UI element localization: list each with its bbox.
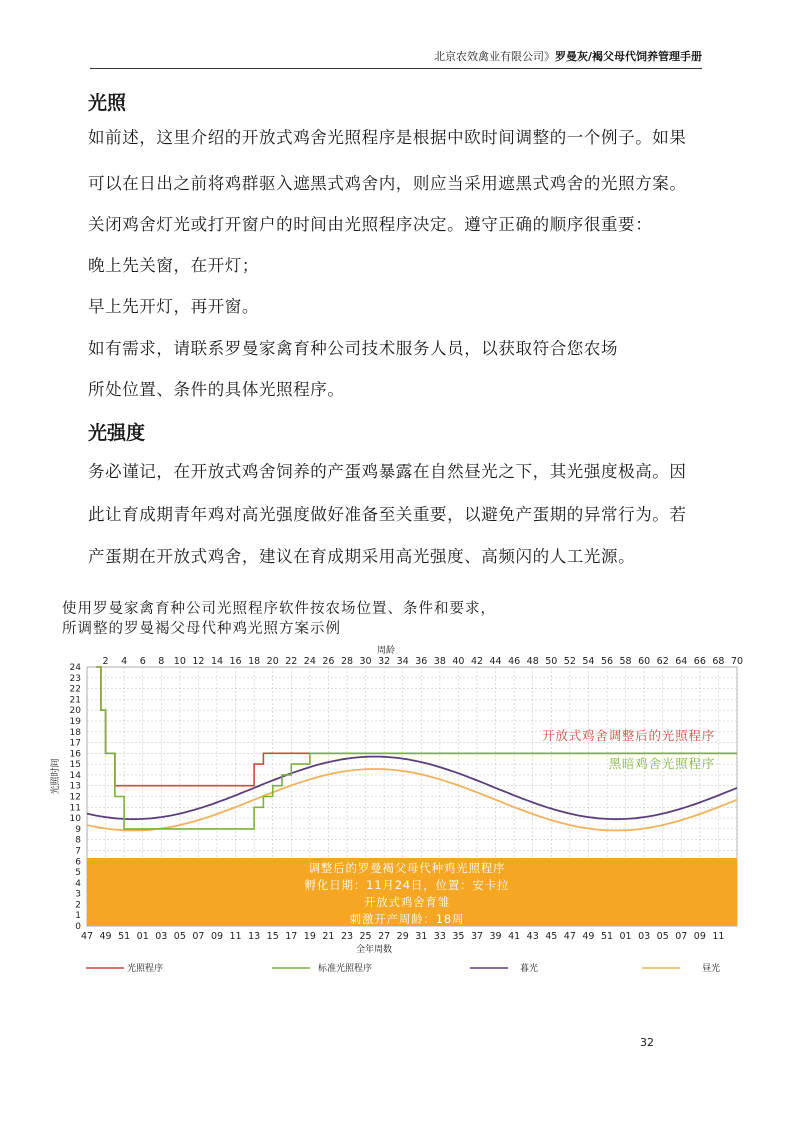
top-tick-label: 22 (285, 656, 298, 667)
bottom-tick-label: 43 (526, 931, 539, 942)
top-axis-label: 周龄 (376, 646, 396, 656)
bottom-tick-label: 03 (638, 931, 651, 942)
paragraph-line: 早上先开灯，再开窗。 (88, 297, 259, 316)
y-tick-label: 12 (69, 792, 81, 803)
y-tick-label: 23 (69, 673, 81, 684)
y-tick-label: 9 (75, 824, 81, 835)
bottom-tick-label: 47 (563, 931, 576, 942)
y-tick-label: 20 (69, 706, 81, 717)
bottom-tick-label: 17 (285, 931, 298, 942)
top-tick-label: 8 (158, 656, 165, 667)
bottom-tick-label: 11 (229, 931, 242, 942)
figure-title-line2: 所调整的罗曼褐父母代种鸡光照方案示例 (62, 621, 341, 637)
bottom-tick-label: 21 (322, 931, 335, 942)
top-tick-label: 28 (340, 656, 354, 667)
top-tick-label: 18 (248, 656, 261, 667)
bottom-tick-label: 27 (378, 931, 391, 942)
y-tick-label: 4 (75, 878, 81, 889)
paragraph-line: 所处位置、条件的具体光照程序。 (88, 380, 345, 399)
annotation-open-house: 开放式鸡舍调整后的光照程序 (542, 728, 715, 744)
figure-title-line1: 使用罗曼家禽育种公司光照程序软件按农场位置、条件和要求， (62, 601, 496, 617)
top-tick-label: 58 (619, 656, 632, 667)
top-tick-label: 54 (582, 656, 595, 667)
bottom-tick-label: 25 (359, 931, 372, 942)
top-tick-label: 48 (526, 656, 539, 667)
header-manual-title: 罗曼灰/褐父母代饲养管理手册 (554, 50, 702, 63)
y-tick-label: 1 (75, 911, 81, 922)
bottom-tick-label: 49 (582, 931, 595, 942)
top-tick-label: 60 (638, 656, 651, 667)
y-tick-label: 21 (69, 695, 81, 706)
top-tick-label: 52 (563, 656, 576, 667)
section-heading-lighting: 光照 (88, 92, 127, 114)
y-tick-label: 18 (69, 727, 81, 738)
y-tick-label: 0 (75, 922, 81, 932)
bottom-tick-label: 49 (99, 931, 112, 942)
top-tick-label: 66 (693, 656, 706, 667)
bottom-tick-label: 35 (452, 931, 465, 942)
y-tick-label: 16 (69, 749, 81, 760)
top-tick-label: 70 (730, 656, 744, 667)
top-tick-label: 68 (712, 656, 725, 667)
top-tick-label: 30 (359, 656, 372, 667)
y-tick-label: 2 (75, 900, 81, 911)
bottom-tick-label: 19 (303, 931, 316, 942)
bottom-tick-label: 51 (118, 931, 131, 942)
bottom-tick-label: 33 (433, 931, 446, 942)
legend-label: 光照程序 (127, 964, 164, 974)
top-tick-label: 46 (508, 656, 521, 667)
paragraph-line: 如有需求，请联系罗曼家禽育种公司技术服务人员，以获取符合您农场 (88, 339, 619, 358)
bottom-tick-label: 37 (470, 931, 484, 942)
chart-legend (86, 962, 720, 974)
y-tick-label: 6 (75, 857, 81, 868)
top-tick-label: 24 (303, 656, 316, 667)
bottom-tick-label: 15 (266, 931, 279, 942)
bottom-axis-label: 全年周数 (355, 945, 393, 955)
page-number: 32 (640, 1036, 654, 1049)
section-heading-light-intensity: 光强度 (88, 422, 146, 444)
bottom-tick-label: 05 (656, 931, 669, 942)
bottom-tick-label: 47 (80, 931, 94, 942)
program-box-line: 开放式鸡舍育雏 (363, 895, 451, 910)
y-tick-label: 19 (69, 716, 81, 727)
top-tick-label: 62 (656, 656, 669, 667)
paragraph-line: 产蛋期在开放式鸡舍，建议在育成期采用高光强度、高频闪的人工光源。 (88, 547, 636, 566)
y-tick-label: 3 (75, 889, 81, 900)
top-tick-label: 12 (192, 656, 205, 667)
program-box-line: 刺激开产周龄：18周 (349, 912, 465, 927)
top-tick-label: 38 (433, 656, 446, 667)
bottom-tick-label: 09 (693, 931, 706, 942)
bottom-tick-label: 09 (210, 931, 224, 942)
paragraph-line: 晚上先关窗，在开灯； (88, 256, 259, 275)
y-tick-label: 8 (75, 835, 81, 846)
bottom-tick-label: 01 (136, 931, 149, 942)
top-tick-label: 64 (675, 656, 688, 667)
y-tick-label: 22 (69, 684, 81, 695)
legend-label: 暮光 (520, 964, 539, 974)
top-tick-label: 26 (322, 656, 335, 667)
top-tick-label: 4 (121, 656, 128, 667)
paragraph-line: 此让育成期青年鸡对高光强度做好准备至关重要，以避免产蛋期的异常行为。若 (88, 505, 687, 524)
y-axis-label: 光照时间 (51, 758, 61, 795)
top-tick-label: 14 (210, 656, 224, 667)
bottom-tick-label: 31 (415, 931, 428, 942)
paragraph-line: 如前述，这里介绍的开放式鸡舍光照程序是根据中欧时间调整的一个例子。如果 (88, 128, 687, 147)
bottom-tick-label: 23 (340, 931, 354, 942)
annotation-dark-house: 黑暗鸡舍光照程序 (608, 756, 715, 772)
bottom-tick-label: 11 (712, 931, 725, 942)
y-tick-label: 10 (69, 814, 81, 825)
top-tick-label: 36 (415, 656, 428, 667)
y-tick-label: 17 (69, 738, 81, 749)
y-tick-label: 14 (69, 770, 81, 781)
top-tick-label: 10 (173, 656, 186, 667)
top-tick-label: 16 (229, 656, 242, 667)
top-tick-label: 56 (600, 656, 614, 667)
bottom-tick-label: 29 (396, 931, 409, 942)
paragraph-line: 可以在日出之前将鸡群驱入遮黑式鸡舍内，则应当采用遮黑式鸡舍的光照方案。 (88, 174, 687, 193)
y-tick-label: 24 (69, 663, 81, 673)
program-box-line: 调整后的罗曼褐父母代种鸡光照程序 (308, 861, 506, 876)
y-tick-label: 5 (75, 868, 81, 879)
y-tick-label: 13 (69, 781, 81, 792)
header-company: 北京农效禽业有限公司》 (433, 50, 555, 63)
paragraph-line: 务必谨记，在开放式鸡舍饲养的产蛋鸡暴露在自然昼光之下，其光强度极高。因 (88, 462, 687, 481)
bottom-tick-label: 41 (508, 931, 521, 942)
legend-label: 昼光 (702, 964, 721, 974)
bottom-tick-label: 13 (248, 931, 261, 942)
top-tick-label: 40 (452, 656, 465, 667)
y-tick-label: 7 (75, 846, 81, 857)
program-box-line: 孵化日期：11月24日，位置：安卡拉 (304, 878, 510, 893)
top-tick-label: 44 (489, 656, 502, 667)
paragraph-line: 关闭鸡舍灯光或打开窗户的时间由光照程序决定。遵守正确的顺序很重要： (88, 215, 653, 234)
top-tick-label: 34 (396, 656, 409, 667)
bottom-tick-label: 03 (155, 931, 168, 942)
top-tick-label: 42 (470, 656, 484, 667)
legend-label: 标准光照程序 (318, 964, 373, 974)
bottom-tick-label: 51 (600, 931, 614, 942)
y-tick-label: 11 (69, 803, 81, 814)
top-tick-label: 50 (545, 656, 558, 667)
bottom-tick-label: 39 (489, 931, 502, 942)
top-tick-label: 20 (266, 656, 279, 667)
top-tick-label: 32 (378, 656, 391, 667)
bottom-tick-label: 07 (192, 931, 205, 942)
bottom-tick-label: 45 (545, 931, 558, 942)
bottom-tick-label: 01 (619, 931, 632, 942)
bottom-tick-label: 05 (173, 931, 186, 942)
y-tick-label: 15 (69, 760, 81, 771)
top-tick-label: 6 (139, 656, 146, 667)
program-info-box (87, 858, 737, 926)
bottom-tick-label: 07 (675, 931, 688, 942)
top-tick-label: 2 (102, 656, 109, 667)
